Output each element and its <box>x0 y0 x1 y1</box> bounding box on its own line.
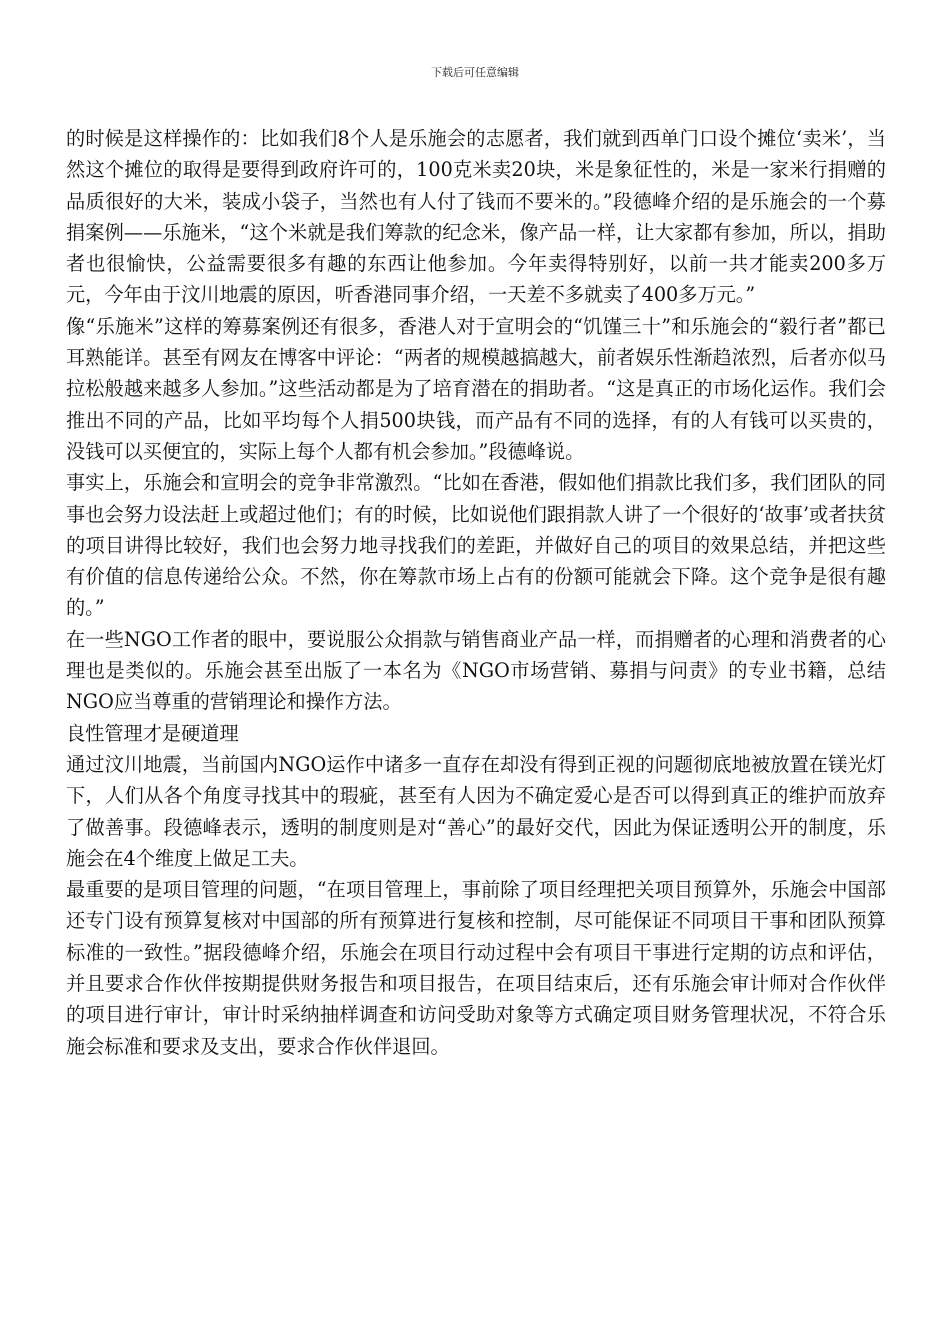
paragraph: 在一些NGO工作者的眼中，要说服公众捐款与销售商业产品一样，而捐赠者的心理和消费者的心理也是类似的。乐施会甚至出版了一本名为《NGO市场营销、募捐与问责》的专业书籍，总结NGO应当尊重的营销理论和操作方法。 <box>66 627 886 714</box>
page-header: 下载后可任意编辑 <box>431 66 519 79</box>
document-body <box>66 123 886 1062</box>
section-heading: 良性管理才是硬道理 <box>66 721 239 745</box>
paragraph: 最重要的是项目管理的问题，“在项目管理上，事前除了项目经理把关项目预算外，乐施会中国部还专门设有预算复核对中国部的所有预算进行复核和控制，尽可能保证不同项目干事和团队预算标准的一致性。”据段德峰介绍，乐施会在项目行动过程中会有项目干事进行定期的访点和评估，并且要求合作伙伴按期提供财务报告和项目报告，在项目结束后，还有乐施会审计师对合作伙伴的项目进行审计，审计时采纳抽样调查和访问受助对象等方式确定项目财务管理状况，不符合乐施会标准和要求及支出，要求合作伙伴退回。 <box>66 878 886 1058</box>
paragraph: 事实上，乐施会和宣明会的竞争非常激烈。“比如在香港，假如他们捐款比我们多，我们团队的同事也会努力设法赶上或超过他们；有的时候，比如说他们跟捐款人讲了一个很好的‘故事’或者扶贫的项目讲得比较好，我们也会努力地寻找我们的差距，并做好自己的项目的效果总结，并把这些有价值的信息传递给公众。不然，你在筹款市场上占有的份额可能就会下降。这个竞争是很有趣的。” <box>66 471 886 620</box>
paragraph: 像“乐施米”这样的筹募案例还有很多，香港人对于宣明会的“饥馑三十”和乐施会的“毅行者”都已耳熟能详。甚至有网友在博客中评论：“两者的规模越搞越大，前者娱乐性渐趋浓烈，后者亦似马拉松般越来越多人参加。”这些活动都是为了培育潜在的捐助者。“这是真正的市场化运作。我们会推出不同的产品，比如平均每个人捐500块钱，而产品有不同的选择，有的人有钱可以买贵的，没钱可以买便宜的，实际上每个人都有机会参加。”段德峰说。 <box>66 314 886 463</box>
paragraph: 通过汶川地震，当前国内NGO运作中诸多一直存在却没有得到正视的问题彻底地被放置在镁光灯下，人们从各个角度寻找其中的瑕疵，甚至有人因为不确定爱心是否可以得到真正的维护而放弃了做善事。段德峰表示，透明的制度则是对“善心”的最好交代，因此为保证透明公开的制度，乐施会在4个维度上做足工夫。 <box>66 752 886 870</box>
paragraph: 的时候是这样操作的：比如我们8个人是乐施会的志愿者，我们就到西单门口设个摊位‘卖米’，当然这个摊位的取得是要得到政府许可的，100克米卖20块，米是象征性的，米是一家米行捐赠的品质很好的大米，装成小袋子，当然也有人付了钱而不要米的。”段德峰介绍的是乐施会的一个募捐案例——乐施米，“这个米就是我们筹款的纪念米，像产品一样，让大家都有参加，所以，捐助者也很愉快，公益需要很多有趣的东西让他参加。今年卖得特别好，以前一共才能卖200多万元，今年由于汶川地震的原因，听香港同事介绍，一天差不多就卖了400多万元。” <box>66 127 886 307</box>
